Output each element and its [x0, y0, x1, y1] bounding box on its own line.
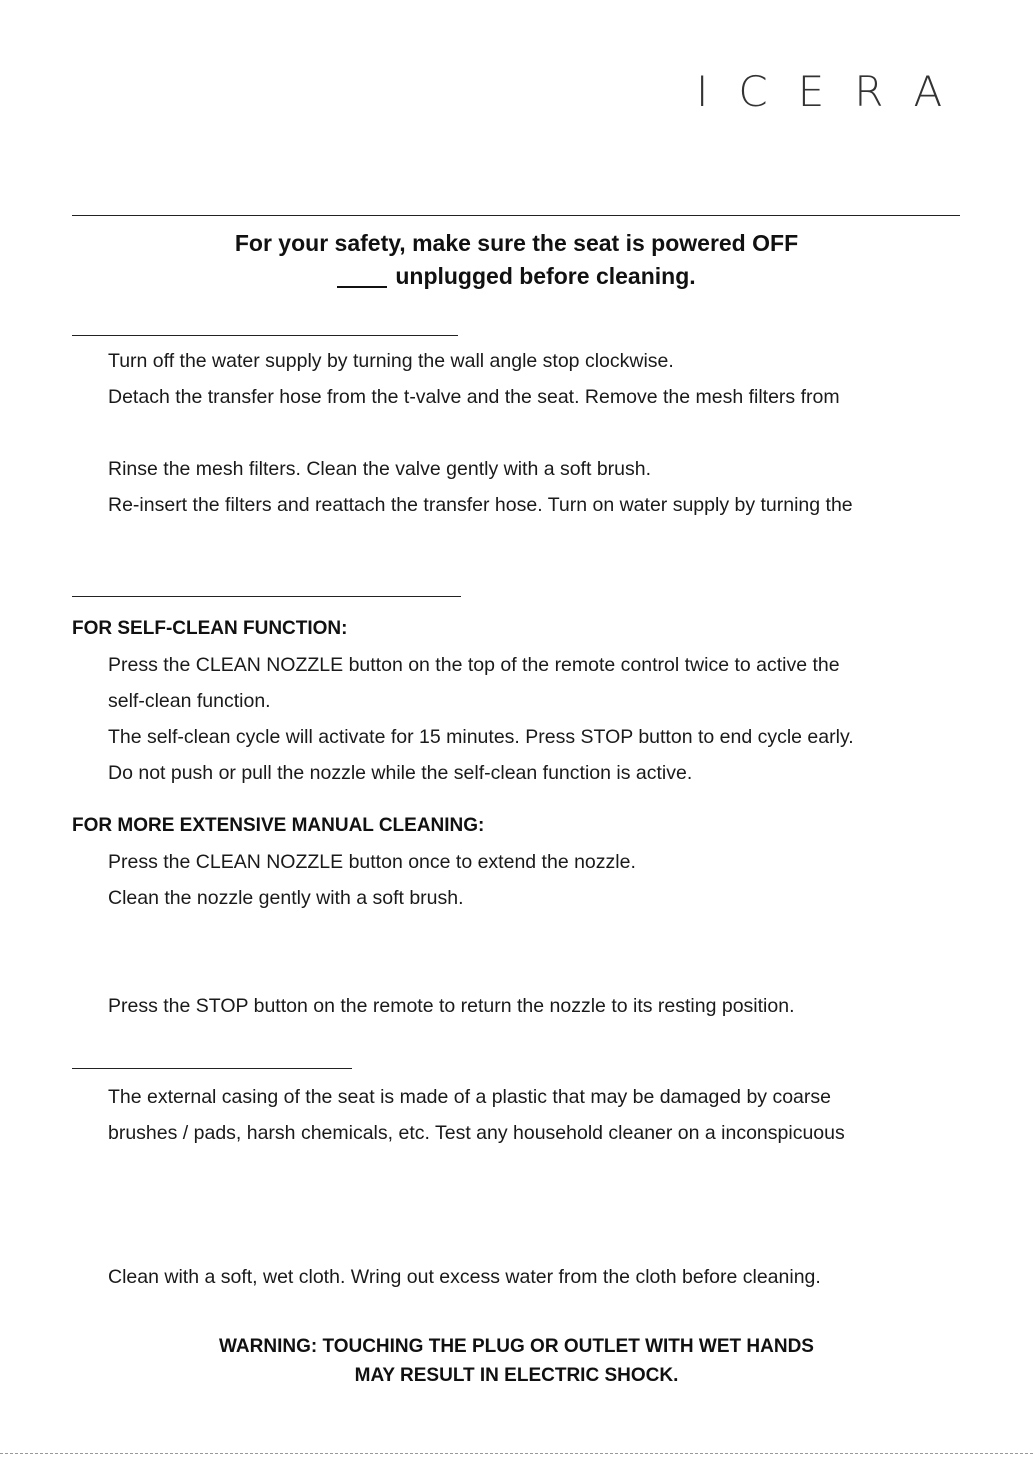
- safety-banner-text-2: unplugged before cleaning.: [395, 263, 696, 289]
- casing-note-2: brushes / pads, harsh chemicals, etc. Test any household cleaner on a inconspicuous: [108, 1122, 845, 1144]
- page-bottom-edge: [0, 1453, 1033, 1454]
- warning-line-2: MAY RESULT IN ELECTRIC SHOCK.: [354, 1365, 679, 1386]
- brand-logo: [696, 68, 942, 116]
- manual-step-2: Clean the nozzle gently with a soft brush.: [108, 887, 464, 909]
- brand-logo-text: ICER: [696, 67, 914, 116]
- warning-line-1: WARNING: TOUCHING THE PLUG OR OUTLET WITH WET HANDS: [219, 1336, 814, 1357]
- casing-note-1: The external casing of the seat is made of a plastic that may be damaged by coarse: [108, 1086, 831, 1108]
- section-heading-rule-casing: [72, 1068, 352, 1069]
- blank-line: [337, 266, 387, 288]
- self-clean-step-3: Do not push or pull the nozzle while the self-clean function is active.: [108, 762, 693, 784]
- manual-cleaning-heading: FOR MORE EXTENSIVE MANUAL CLEANING:: [72, 815, 485, 836]
- water-step-2: Detach the transfer hose from the t-valve and the seat. Remove the mesh filters from: [108, 386, 840, 408]
- self-clean-step-1-cont: self-clean function.: [108, 690, 271, 712]
- brand-logo-final-letter: A: [913, 67, 943, 116]
- manual-step-3: Press the STOP button on the remote to return the nozzle to its resting position.: [108, 995, 795, 1017]
- section-heading-rule-nozzle: [72, 596, 461, 597]
- section-heading-rule-water: [72, 335, 458, 336]
- safety-banner-line-1: For your safety, make sure the seat is powered OFF: [234, 230, 799, 256]
- manual-step-1: Press the CLEAN NOZZLE button once to extend the nozzle.: [108, 851, 636, 873]
- water-step-4: Re-insert the filters and reattach the transfer hose. Turn on water supply by turning the: [108, 494, 853, 516]
- water-step-1: Turn off the water supply by turning the wall angle stop clockwise.: [108, 350, 674, 372]
- casing-step-1: Clean with a soft, wet cloth. Wring out excess water from the cloth before cleaning.: [108, 1266, 821, 1288]
- self-clean-step-2: The self-clean cycle will activate for 15 minutes. Press STOP button to end cycle early.: [108, 726, 854, 748]
- self-clean-step-1: Press the CLEAN NOZZLE button on the top of the remote control twice to active the: [108, 654, 840, 676]
- water-step-3: Rinse the mesh filters. Clean the valve gently with a soft brush.: [108, 458, 652, 480]
- safety-banner-line-2: [0, 260, 1033, 293]
- self-clean-heading: FOR SELF-CLEAN FUNCTION:: [72, 618, 348, 639]
- top-divider: [72, 215, 960, 216]
